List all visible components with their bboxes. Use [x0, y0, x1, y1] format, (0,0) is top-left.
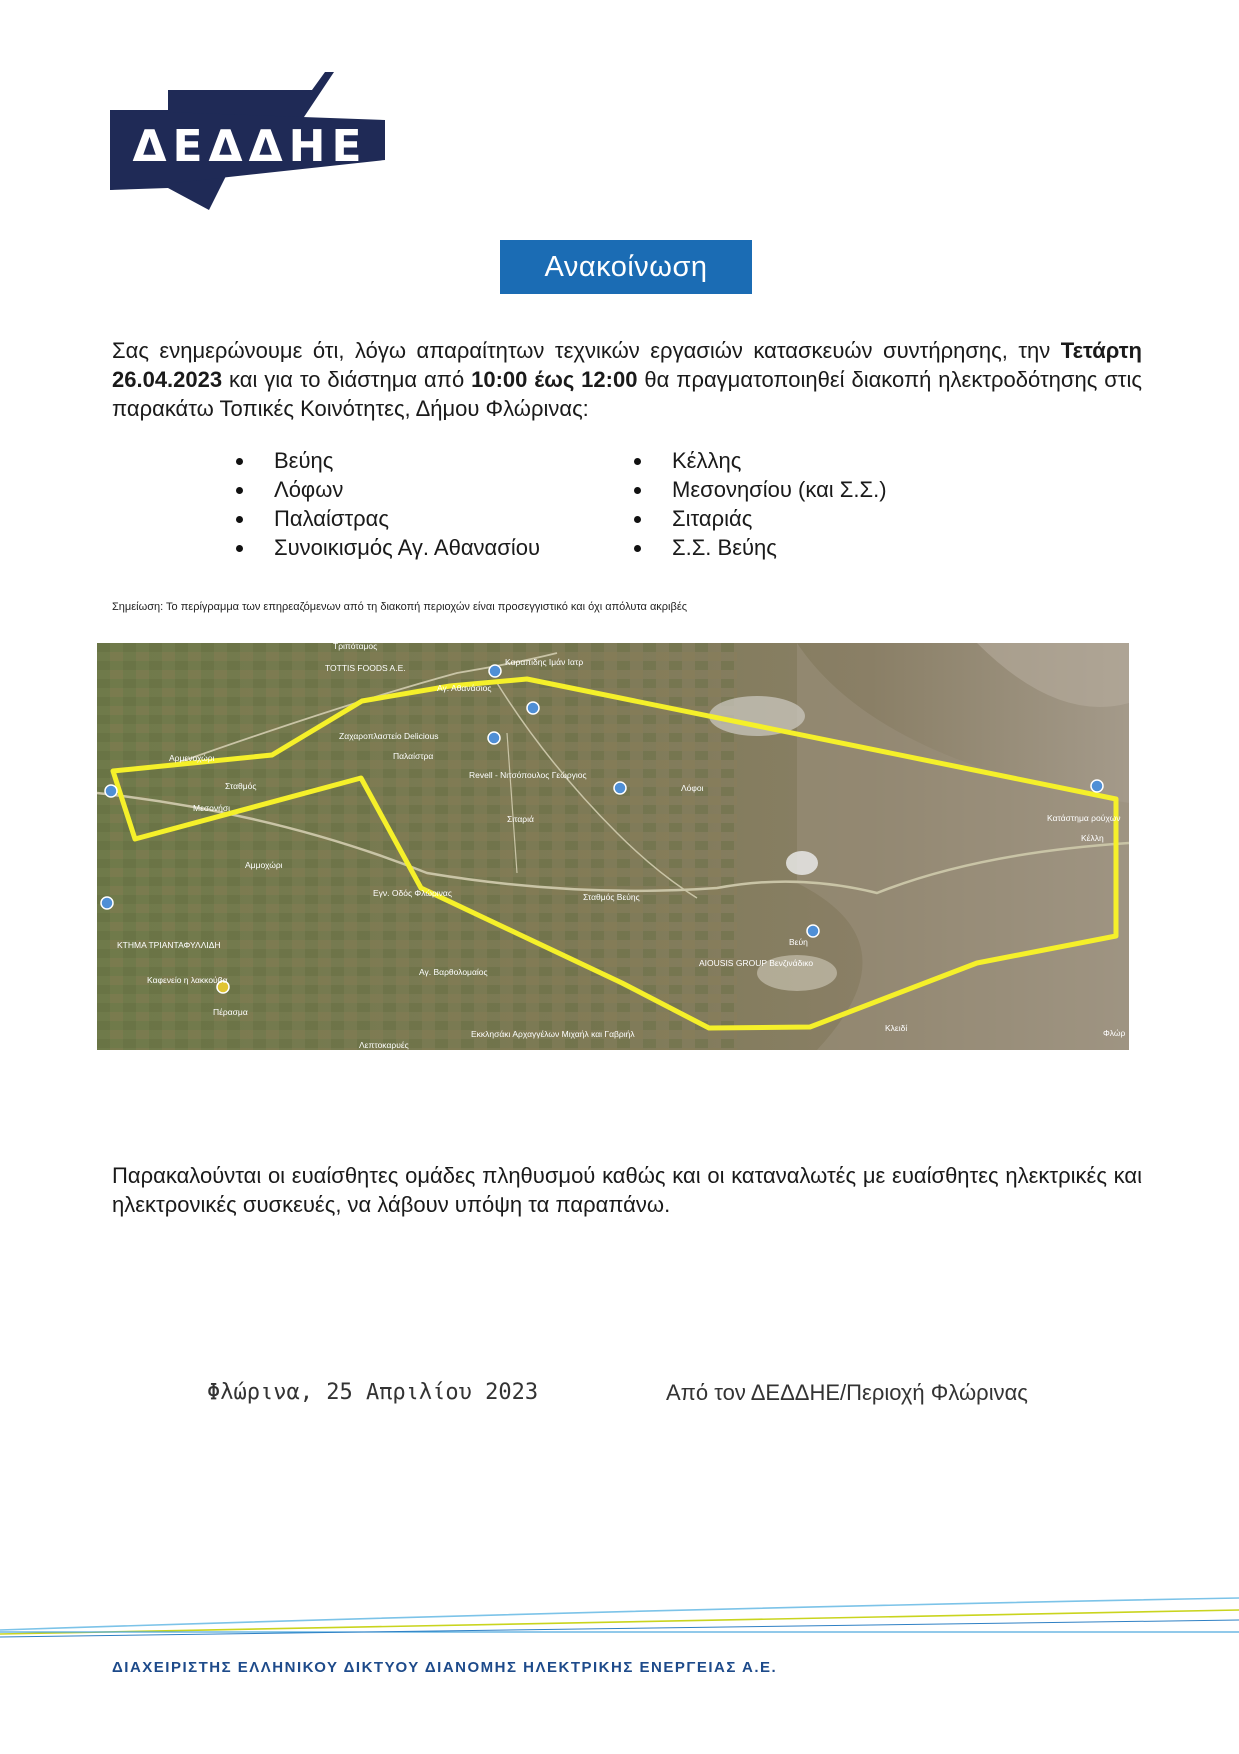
list-item: Συνοικισμός Αγ. Αθανασίου [236, 533, 540, 562]
map-label: Ζαχαροπλαστείο Delicious [339, 731, 439, 741]
deddie-logo [110, 72, 385, 210]
map-label: Εκκλησάκι Αρχαγγέλων Μιχαήλ και Γαβριήλ [471, 1029, 635, 1039]
map-label: Μεσονήσι [193, 803, 230, 813]
intro-text-1: Σας ενημερώνουμε ότι, λόγω απαραίτητων τεχνικών εργασιών κατασκευών συντήρησης, την [112, 338, 1061, 363]
closing-paragraph: Παρακαλούνται οι ευαίσθητες ομάδες πληθυσμού καθώς και οι καταναλωτές με ευαίσθητες ηλεκτρικές και ηλεκτρονικές συσκευές, να λάβουν υπόψη τα παραπάνω. [112, 1163, 1142, 1217]
map-label: Παλαίστρα [393, 751, 434, 761]
list-item: Μεσονησίου (και Σ.Σ.) [634, 475, 887, 504]
map-label: Αγ. Βαρθολομαίος [419, 967, 488, 977]
map-label: ΚΤΗΜΑ ΤΡΙΑΝΤΑΦΥΛΛΙΔΗ [117, 940, 221, 950]
footer-decoration [0, 1590, 1239, 1640]
map-label: Τριπόταμος [333, 643, 378, 651]
map-label: Αγ. Αθανάσιος [437, 683, 492, 693]
list-item: Βεύης [236, 446, 540, 475]
map-label: Φλώρ [1103, 1028, 1126, 1038]
logo-text: ΔΕΔΔΗΕ [132, 121, 368, 172]
map-label: Καφενείο η λακκούβα [147, 975, 228, 985]
map-label: Εγν. Οδός Φλώρινας [373, 888, 452, 898]
list-item: Σιταριάς [634, 504, 887, 533]
intro-text-3: θα πραγματοποιηθεί διακοπή ηλεκτροδότησης στις παρακάτω Τοπικές Κοινότητες, Δήμου Φλώρινας: [112, 367, 1142, 421]
list-item: Λόφων [236, 475, 540, 504]
intro-paragraph [112, 336, 1142, 423]
map-label: Σταθμός [225, 781, 257, 791]
areas-list-right [634, 446, 887, 562]
map-label: Σταθμός Βεύης [583, 892, 640, 902]
list-item: Παλαίστρας [236, 504, 540, 533]
announcement-title: Ανακοίνωση [500, 240, 752, 294]
outage-date: Τετάρτη 26.04.2023 [112, 338, 1142, 392]
map-label: Revell - Νιτσόπουλος Γεώργιος [469, 770, 587, 780]
map-label: Αμμοχώρι [245, 860, 283, 870]
outage-area-map [97, 643, 1129, 1050]
map-label: Κατάστημα ρούχων [1047, 813, 1121, 823]
map-label: Λεπτοκαρυές [359, 1040, 409, 1050]
place-date: Φλώρινα, 25 Απριλίου 2023 [207, 1380, 539, 1405]
list-item: Σ.Σ. Βεύης [634, 533, 887, 562]
map-label: Λόφοι [681, 783, 704, 793]
map-label: TOTTIS FOODS A.E. [325, 663, 406, 673]
intro-text-2: και για το διάστημα από [222, 367, 472, 392]
signature: Από τον ΔΕΔΔΗΕ/Περιοχή Φλώρινας [666, 1380, 1028, 1405]
map-label: Αρμενοχώρι [169, 753, 215, 763]
footer-company-name: ΔΙΑΧΕΙΡΙΣΤΗΣ ΕΛΛΗΝΙΚΟΥ ΔΙΚΤΥΟΥ ΔΙΑΝΟΜΗΣ ΗΛΕΚΤΡΙΚΗΣ ΕΝΕΡΓΕΙΑΣ Α.Ε. [112, 1659, 778, 1676]
map-label: AIOUSIS GROUP Βενζινάδικο [699, 958, 814, 968]
map-label: Κλειδί [885, 1023, 908, 1033]
map-label: Βεύη [789, 937, 808, 947]
map-label: Σιταριά [507, 814, 534, 824]
map-label: Καραπιδης Ιμάν Ιατρ [505, 657, 584, 667]
list-item: Κέλλης [634, 446, 887, 475]
outage-time: 10:00 έως 12:00 [471, 367, 638, 392]
areas-list-left [236, 446, 540, 562]
map-label: Κέλλη [1081, 833, 1104, 843]
map-label: Πέρασμα [213, 1007, 248, 1017]
map-note: Σημείωση: Το περίγραμμα των επηρεαζόμενων από τη διακοπή περιοχών είναι προσεγγιστικό και όχι απόλυτα ακριβές [112, 601, 688, 613]
